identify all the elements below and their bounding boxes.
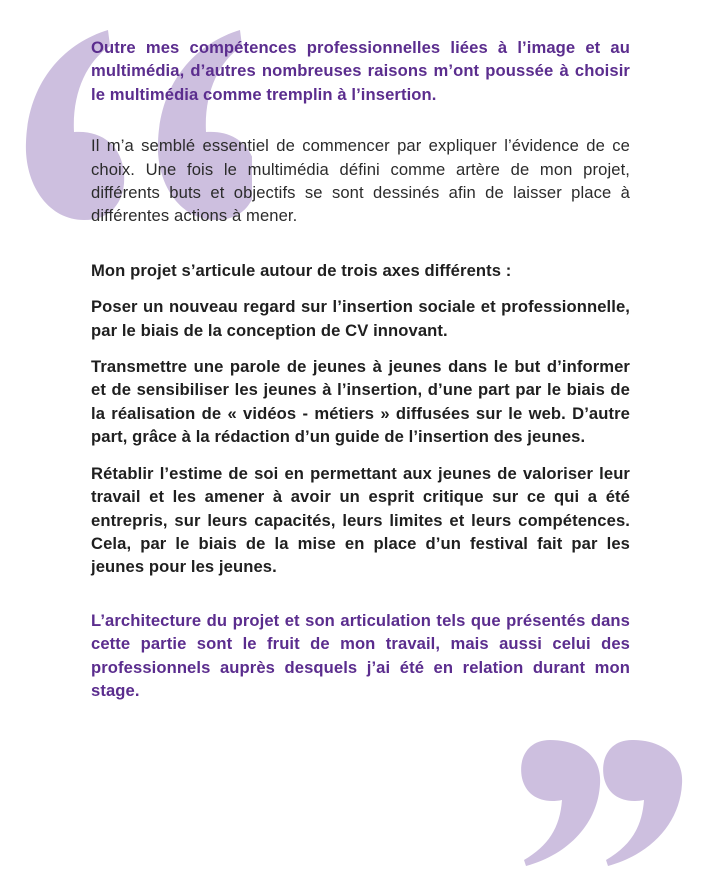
axis-item-3: Rétablir l’estime de soi en permettant aux jeunes de valoriser leur travail et les amener à avoir un esprit critique sur ce qui a été entrepris, sur leurs capacités, leurs limites et leurs compétences. Cela, par le biais de la mise en place d’un festival fait par les jeunes pour les jeunes. <box>91 463 630 577</box>
closing-paragraph: L’architecture du projet et son articulation tels que présentés dans cette partie sont le fruit de mon travail, mais aussi celui des professionnels auprès desquels j’ai été en relation durant mon stage. <box>91 610 630 700</box>
axis-item-2: Transmettre une parole de jeunes à jeunes dans le but d’informer et de sensibiliser les jeunes à l’insertion, d’une part par le biais de la réalisation de « vidéos - métiers » diffusées sur le web. D’autre part, grâce à la rédaction d’un guide de l’insertion des jeunes. <box>91 357 630 447</box>
axis-item-1: Poser un nouveau regard sur l’insertion sociale et professionnelle, par le biais de la conception de CV innovant. <box>91 297 630 340</box>
article-body <box>91 36 630 702</box>
intro-paragraph: Il m’a semblé essentiel de commencer par expliquer l’évidence de ce choix. Une fois le multimédia défini comme artère de mon projet, différents buts et objectifs se sont dessinés afin de laisser place à différentes actions à mener. <box>91 136 630 226</box>
axes-heading: Mon projet s’articule autour de trois axes différents : <box>91 260 512 280</box>
lead-paragraph: Outre mes compétences professionnelles liées à l’image et au multimédia, d’autres nombreuses raisons m’ont poussée à choisir le multimédia comme tremplin à l’insertion. <box>91 38 630 104</box>
close-quote-icon <box>520 738 700 868</box>
